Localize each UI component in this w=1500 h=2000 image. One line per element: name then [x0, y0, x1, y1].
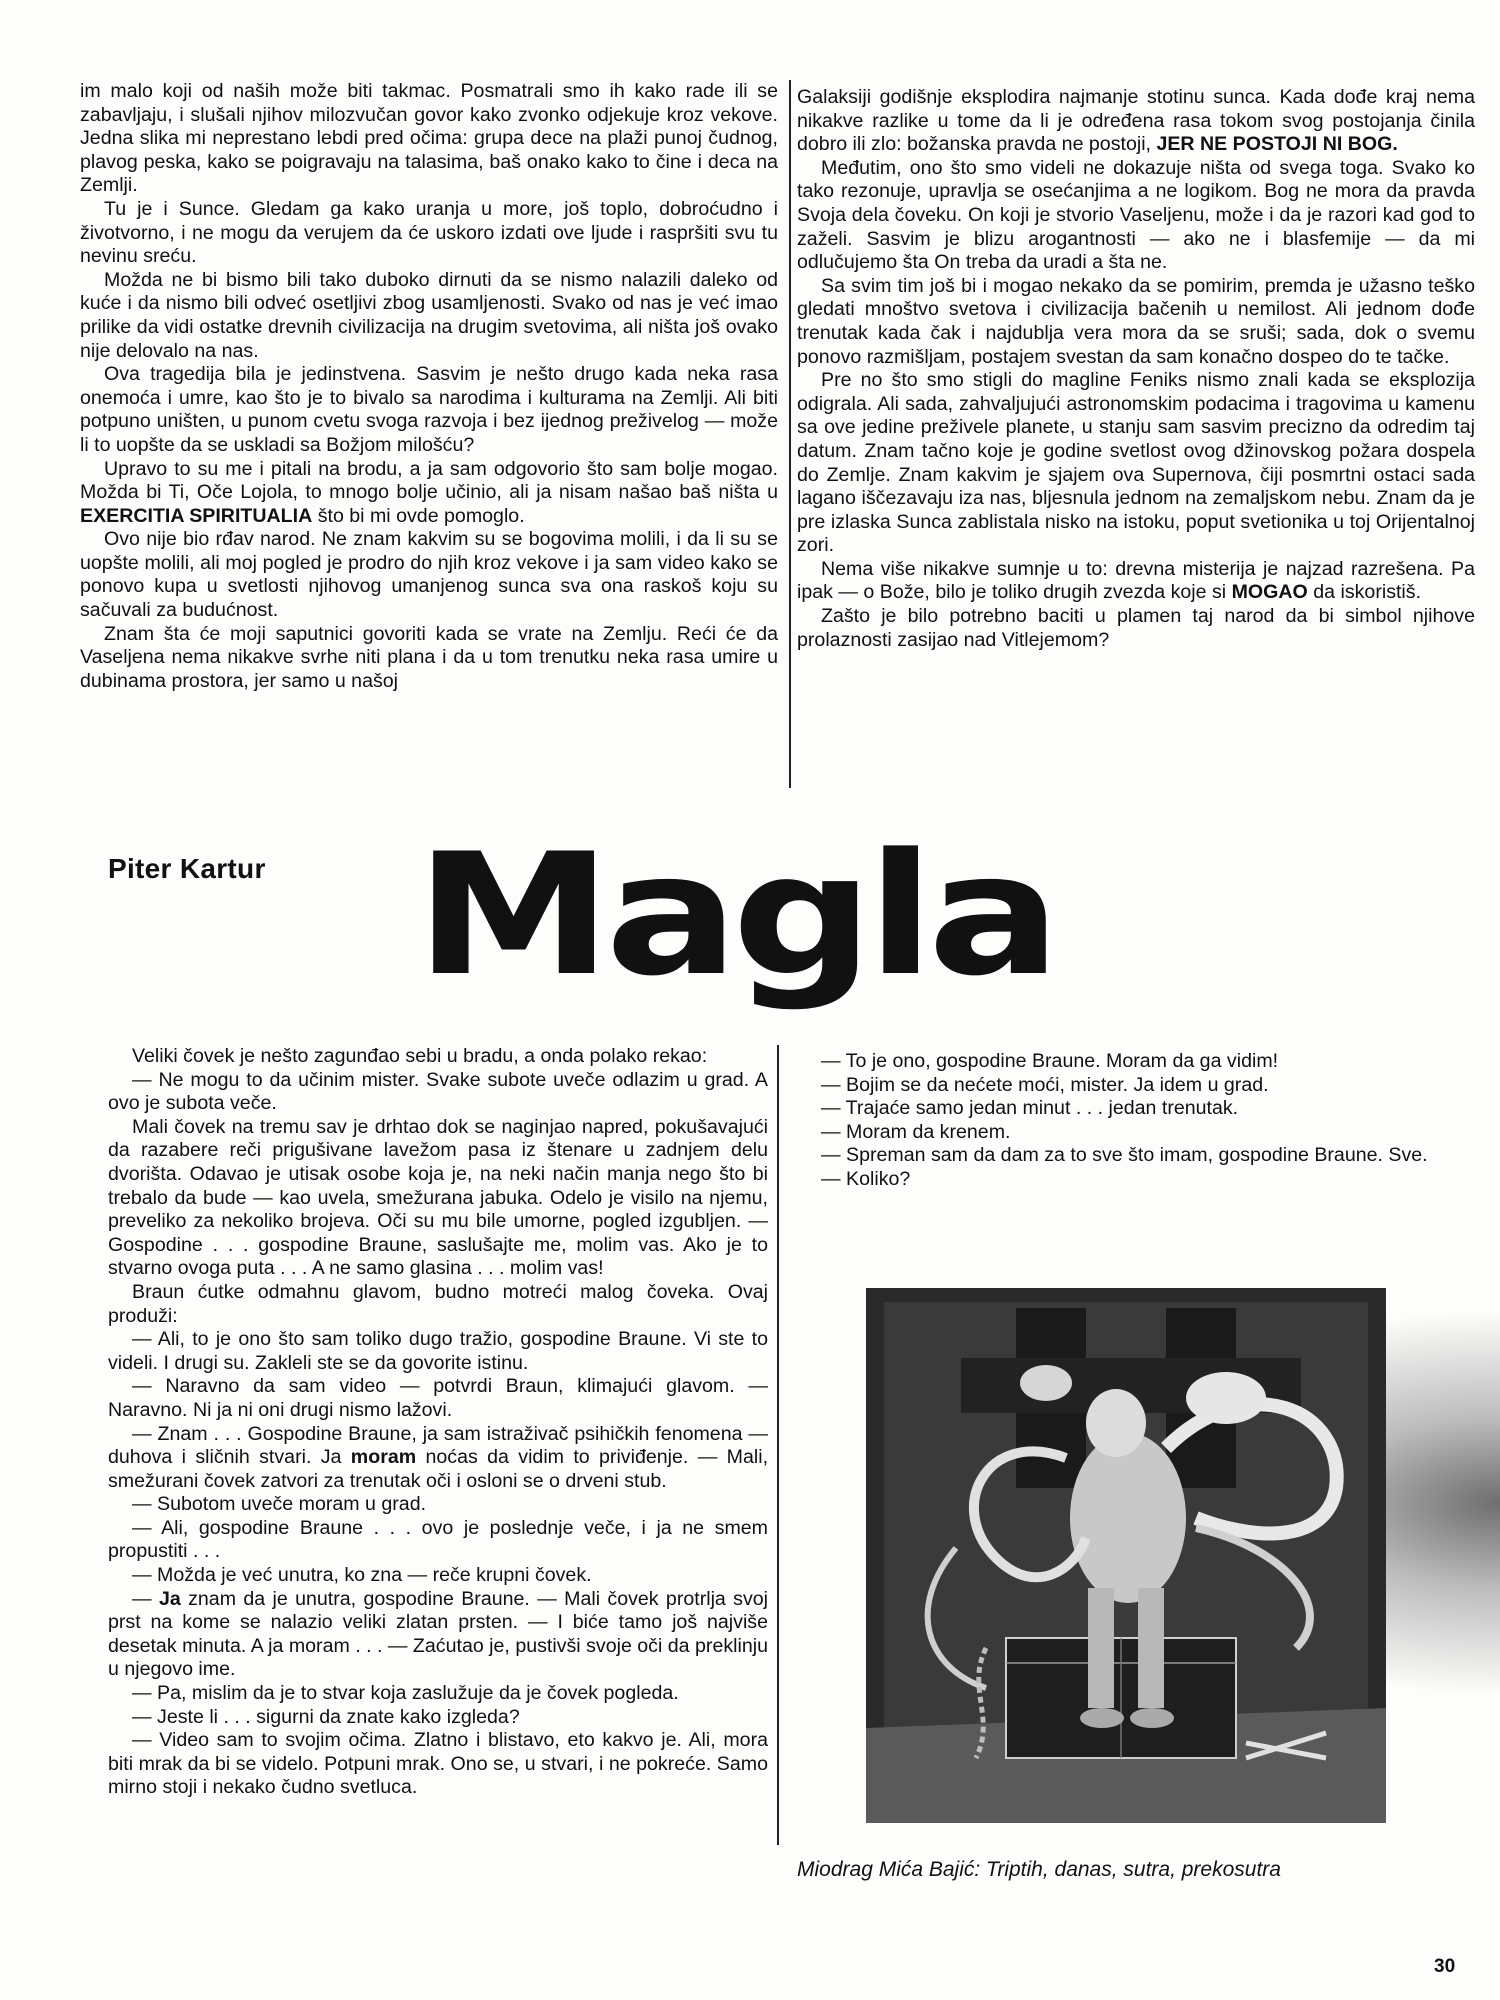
paragraph: — To je ono, gospodine Braune. Moram da ga vidim!	[821, 1050, 1279, 1072]
paragraph: Mali čovek na tremu sav je drhtao dok se naginjao napred, pokušavajući da razabere reči prigušivane lavežom pasa iz štenare u zadnjem delu dvorišta. Odavao je utisak osobe koja je, na neki način manja nego što bi trebalo da bude — kao uvela, smežurana jabuka. Odelo je visilo na njemu, preveliko za nekoliko brojeva. Oči su mu bile umorne, pogled izgubljen. — Gospodine . . . gospodine Braune, saslušajte me, molim vas. Ako je to stvarno ovoga puta . . . A ne samo glasina . . . molim vas!	[108, 1115, 768, 1280]
paragraph: Sa svim tim još bi i mogao nekako da se pomirim, premda je užasno teško gledati mnoštvo svetova i civilizacija bačenih u nemilost. Ali jednom dođe trenutak kada čak i najdublja vera mora da se sruši; sada, dok o svemu ponovo razmišljam, postajem svestan da sam konačno dospeo do te tačke.	[797, 274, 1475, 368]
paragraph: Pre no što smo stigli do magline Feniks nismo znali kada se eksplozija odigrala. Ali sada, zahvaljujući astronomskim podacima i tragovima u kamenu sa ove jedine preživele planete, u stanju sam sasvim precizno da odredim taj datum. Znam tačno koje je godine svetlost ovog džinovskog požara dospela do Zemlje. Znam kakvim je sjajem ova Supernova, čiji posmrtni ostaci sada lagano iščezavaju iza nas, bljesnula jednom na zemaljskom nebu. Znam da je pre izlaska Sunca zablistala nisko na istoku, poput svetionika u toj Orijentalnoj zori.	[797, 369, 1475, 557]
paragraph: — Subotom uveče moram u grad.	[132, 1493, 427, 1516]
paragraph: — Možda je već unutra, ko zna — reče krupni čovek.	[132, 1564, 592, 1587]
paragraph: — Naravno da sam video — potvrdi Braun, klimajući glavom. — Naravno. Ni ja ni oni drugi nismo lažovi.	[108, 1375, 768, 1421]
paragraph: — Ne mogu to da učinim mister. Svake subote uveče odlazim u grad. A ovo je subota veče.	[108, 1068, 768, 1115]
paragraph: im malo koji od naših može biti takmac. Posmatrali smo ih kako rade ili se zabavljaju, i slušali njihov milozvučan govor kako zvonko odjekuje kroz vekove. Jedna slika mi neprestano lebdi pred očima: grupa dece na plaži punoj čudnog, plavog peska, kako se poigravaju na talasima, baš onako kako to čine i deca na Zemlji.	[80, 80, 778, 197]
top-left-column	[80, 80, 778, 693]
top-right-column	[797, 86, 1475, 652]
bottom-left-column	[108, 1045, 768, 1800]
emphasis-caps: MOGAO	[1231, 581, 1308, 604]
bottom-right-column	[797, 1050, 1475, 1192]
paragraph: — Koliko?	[821, 1167, 911, 1190]
paragraph: Galaksiji godišnje eksplodira najmanje stotinu sunca. Kada dođe kraj nema nikakve razlike u tome da li je određena rasa tokom svog postojanja činila dobro ili zlo: božanska pravda ne postoji, JER NE POSTOJI NI BOG.	[797, 86, 1475, 156]
paragraph: Međutim, ono što smo videli ne dokazuje ništa od svega toga. Svako ko tako rezonuje, upravlja se osećanjima a ne logikom. Bog ne mora da pravda Svoja dela čoveku. On koji je stvorio Vaseljenu, može i da je razori kad god to zaželi. Sasvim je blizu arogantnosti — ako ne i blasfemije — da mi odlučujemo šta On treba da uradi a šta ne.	[797, 156, 1475, 274]
paragraph: — Bojim se da nećete moći, mister. Ja idem u grad.	[821, 1073, 1269, 1096]
illustration-triptych	[866, 1288, 1386, 1823]
paragraph: — Video sam to svojim očima. Zlatno i blistavo, eto kakvo je. Ali, mora biti mrak da bi se videlo. Potpuni mrak. Ono se, u stvari, i ne pokreće. Samo mirno stoji i nekako čudno svetluca.	[108, 1729, 768, 1799]
paragraph: — Ali, gospodine Braune . . . ovo je poslednje veče, i ja ne smem propustiti . . .	[108, 1516, 768, 1563]
paragraph: — Moram da krenem.	[821, 1120, 1011, 1143]
emphasis-title: EXERCITIA SPIRITUALIA	[80, 504, 313, 527]
paragraph: Zašto je bilo potrebno baciti u plamen taj narod da bi simbol njihove prolaznosti zasijao nad Vitlejemom?	[797, 605, 1475, 651]
paragraph: — Pa, mislim da je to stvar koja zaslužuje da je čovek pogleda.	[132, 1682, 679, 1705]
column-divider-top	[789, 80, 791, 788]
paragraph: — Znam . . . Gospodine Braune, ja sam istraživač psihičkih fenomena — duhova i sličnih stvari. Ja moram noćas da vidim to priviđenje. — Mali, smežurani čovek zatvori za trenutak oči i osloni se o drveni stub.	[108, 1422, 769, 1492]
paragraph: — Jeste li . . . sigurni da znate kako izgleda?	[132, 1705, 520, 1728]
paragraph: Nema više nikakve sumnje u to: drevna misterija je najzad razrešena. Pa ipak — o Bože, bilo je toliko drugih zvezda koje si MOGAO da iskoristiš.	[797, 557, 1475, 604]
emphasis-word: Ja	[158, 1587, 181, 1610]
paragraph: Tu je i Sunce. Gledam ga kako uranja u more, još toplo, dobroćudno i životvorno, i ne mogu da verujem da će uskoro izdati ove ljude i raspršiti svu tu nevinu sreću.	[80, 197, 778, 268]
emphasis-caps: JER NE POSTOJI NI BOG.	[1156, 133, 1398, 156]
paragraph: — Ali, to je ono što sam toliko dugo tražio, gospodine Braune. Vi ste to videli. I drugi su. Zakleli ste se da govorite istinu.	[108, 1328, 768, 1374]
author-name: Piter Kartur	[108, 853, 266, 884]
paragraph: Možda ne bi bismo bili tako duboko dirnuti da se nismo nalazili daleko od kuće i da nismo bili odveć osetljivi zbog usamljenosti. Svako od nas je već imao prilike da vidi ostatke drevnih civilizacija na drugim svetovima, ali ništa još ovako nije delovalo na nas.	[80, 268, 778, 362]
paragraph: Veliki čovek je nešto zagunđao sebi u bradu, a onda polako rekao:	[132, 1045, 708, 1067]
paragraph: Ova tragedija bila je jedinstvena. Sasvim je nešto drugo kada neka rasa onemoća i umre, kao što je to bivalo sa narodima i kulturama na Zemlji. Ali biti potpuno uništen, u punom cvetu svoga razvoja i bez ijednog preživelog — može li to uopšte da se uskladi sa Božjom milošću?	[80, 363, 778, 456]
paragraph: Braun ćutke odmahnu glavom, budno motreći malog čoveka. Ovaj produži:	[108, 1280, 768, 1327]
paragraph: Znam šta će moji saputnici govoriti kada se vrate na Zemlju. Reći će da Vaseljena nema nikakve svrhe niti plana i da u tom trenutku neka rasa umire u dubinama prostora, jer samo u našoj	[80, 622, 778, 692]
story-title: Magla	[415, 817, 1055, 1013]
column-divider-bottom	[777, 1045, 779, 1845]
paragraph: Upravo to su me i pitali na brodu, a ja sam odgovorio što sam bolje mogao. Možda bi Ti, Oče Lojola, to mnogo bolje učinio, ali ja nisam našao baš ništa u EXERCITIA SPIRITUALIA što bi mi ovde pomoglo.	[80, 457, 778, 527]
emphasis-word: moram	[350, 1446, 417, 1469]
paragraph: Ovo nije bio rđav narod. Ne znam kakvim su se bogovima molili, i da li su se uopšte molili, ali moj pogled je prodro do njih kroz vekove i ja sam video kako se ponovo kupa u svetlosti njihovog umanjenog sunca sva ona raskoš koju su sačuvali za budućnost.	[80, 528, 778, 622]
paragraph: — Ja znam da je unutra, gospodine Braune. — Mali čovek protrlja svoj prst na kome se nalazio veliki zlatan prsten. — I biće tamo još najviše desetak minuta. A ja moram . . . — Zaćutao je, pustivši svoje oči da preklinju u njegovo ime.	[108, 1587, 769, 1681]
paragraph: — Spreman sam da dam za to sve što imam, gospodine Braune. Sve.	[821, 1144, 1428, 1167]
illustration-caption: Miodrag Mića Bajić: Triptih, danas, sutra, prekosutra	[797, 1858, 1281, 1881]
paragraph: — Trajaće samo jedan minut . . . jedan trenutak.	[821, 1097, 1239, 1120]
page-number: 30	[1434, 1956, 1456, 1977]
